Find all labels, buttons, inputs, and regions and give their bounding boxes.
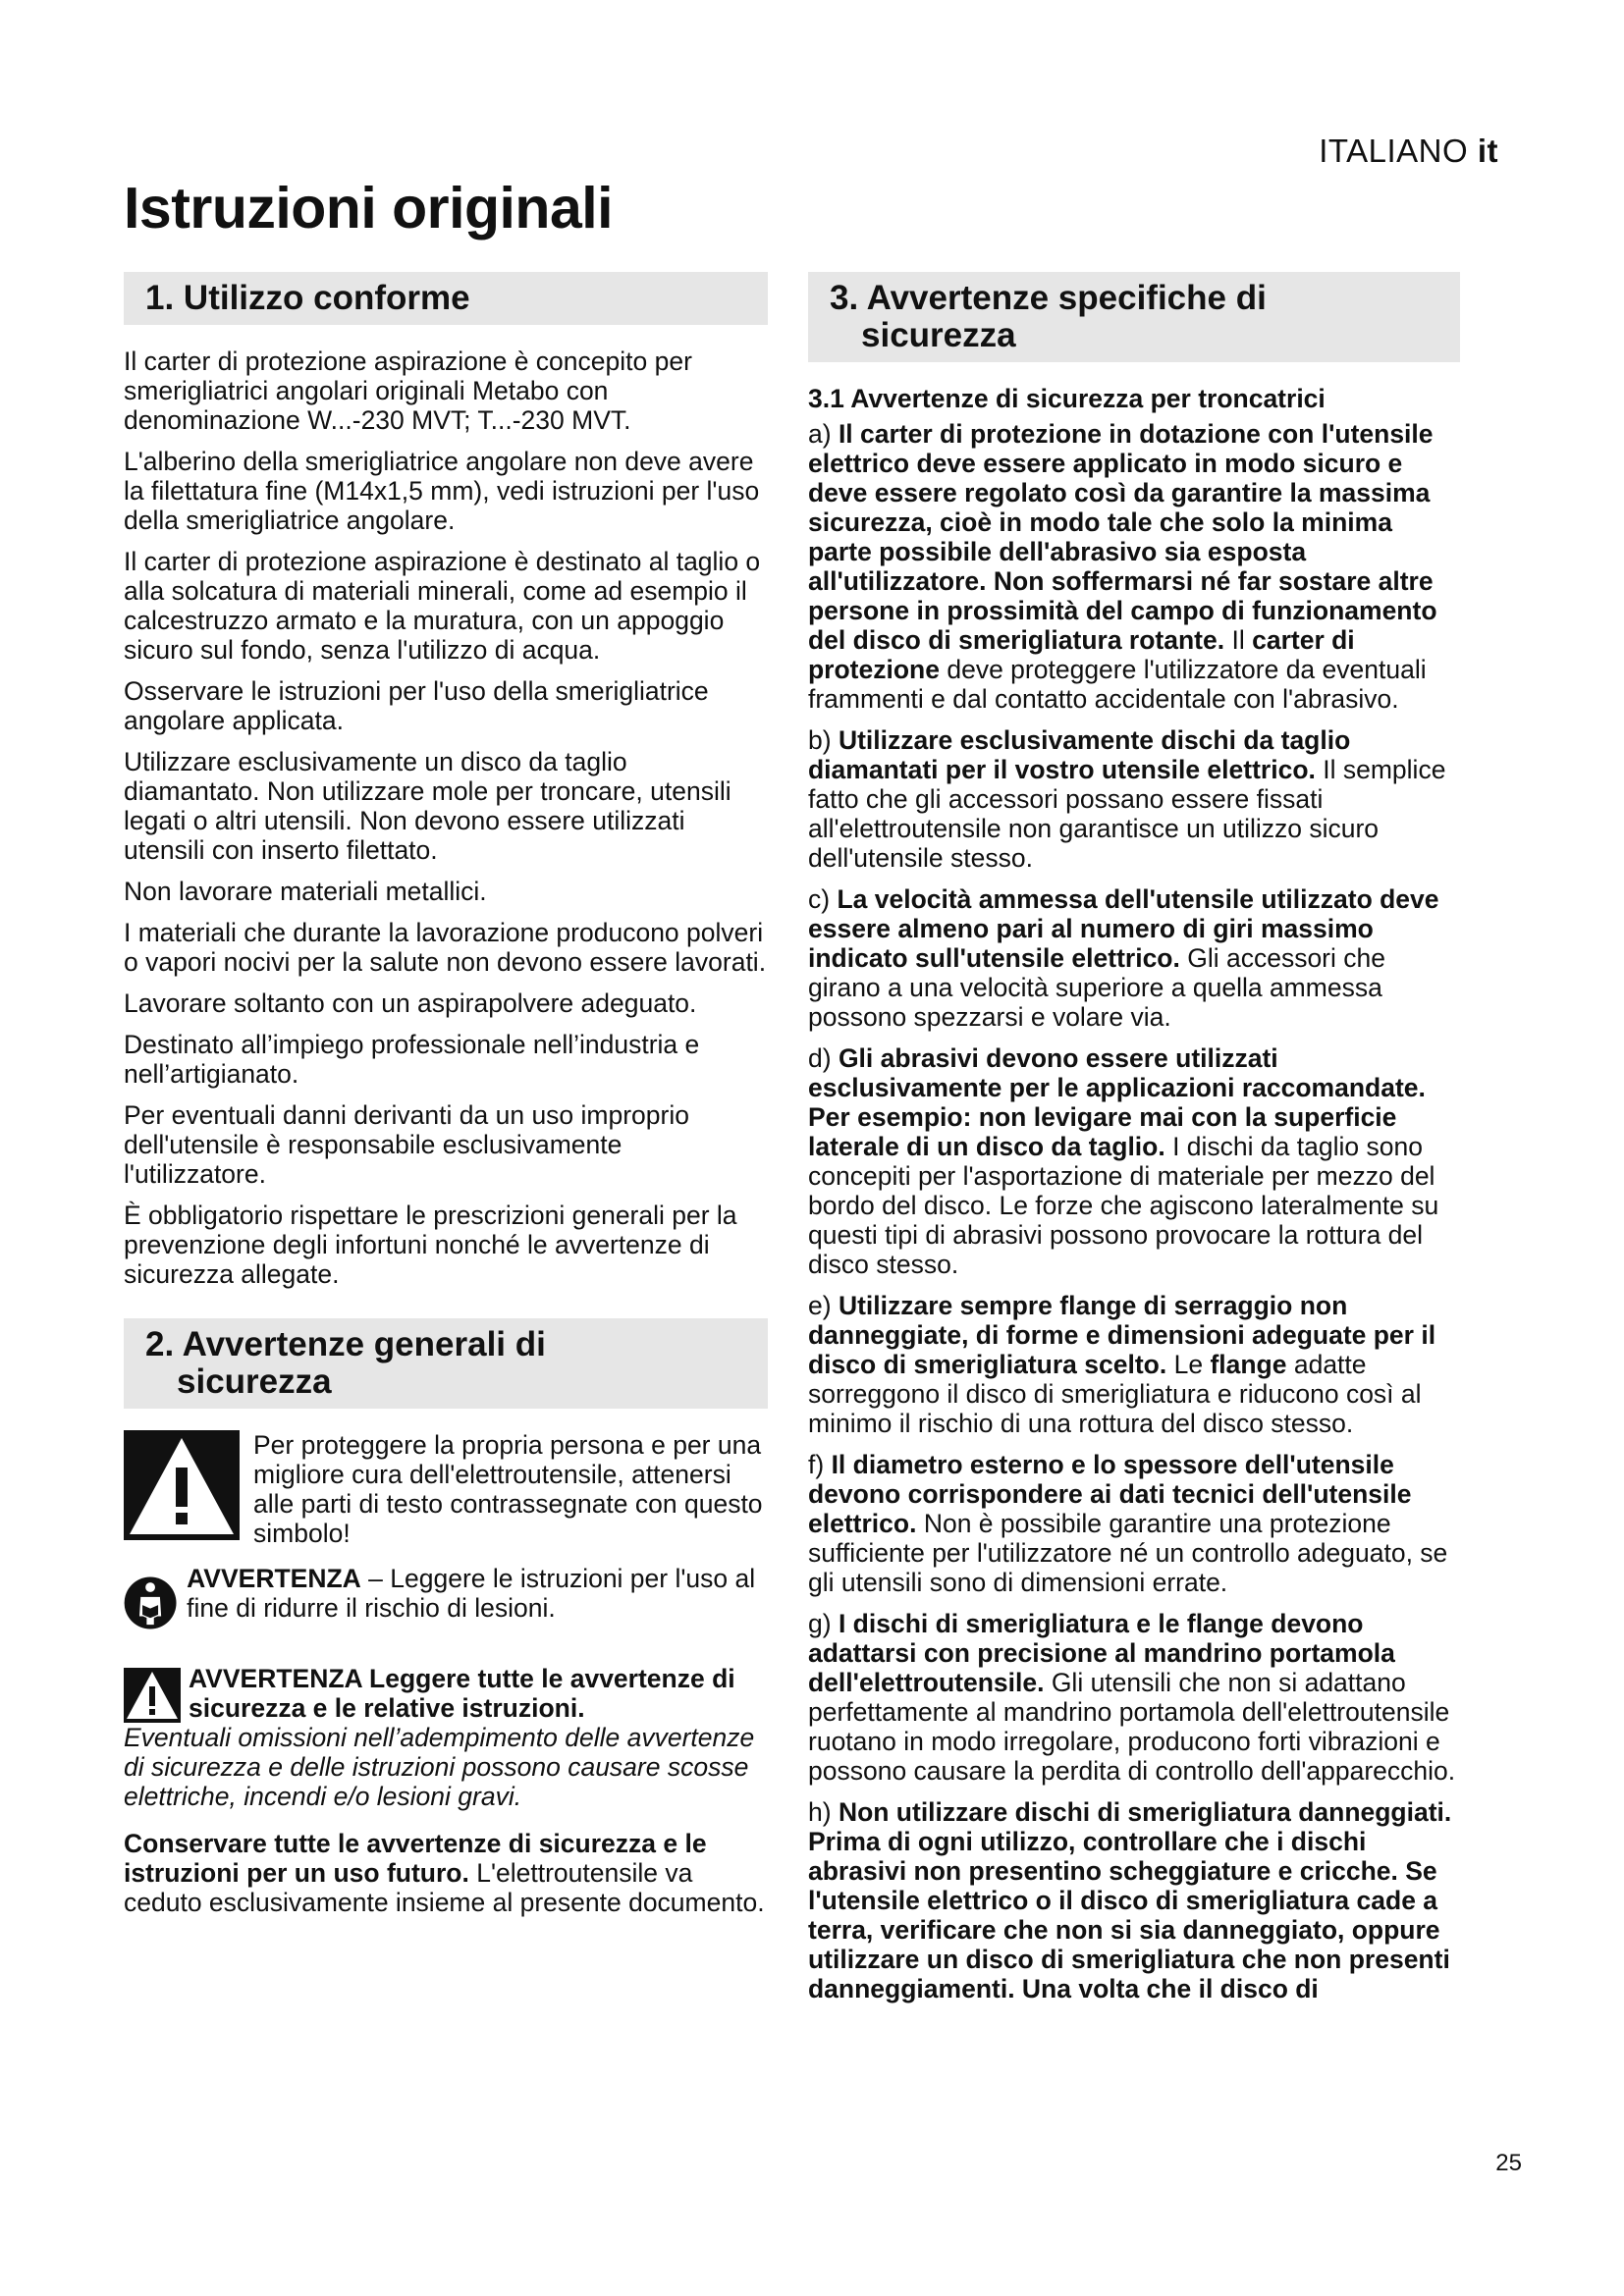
item-text: Gli utensili che non si adattano perfettamente al mandrino portamola dell'elettroutensile ruotano in modo irregolare, producono forti vibrazioni e possono causare la perdita di controllo dell'apparecchio. [808, 1668, 1456, 1786]
section-2-heading-line2: sicurezza [177, 1362, 332, 1401]
safety-item-d [808, 1043, 1460, 1279]
s1-paragraph: È obbligatorio rispettare le prescrizioni generali per la prevenzione degli infortuni nonché le avvertenze di sicurezza allegate. [124, 1201, 737, 1289]
item-bold: Gli abrasivi devono essere utilizzati esclusivamente per le applicazioni raccomandate. Per esempio: non levigare mai con la superficie laterale di un disco da taglio. [808, 1043, 1426, 1161]
keep-instructions-text [124, 1829, 768, 1917]
language-header [1319, 133, 1498, 170]
read-warning-label: AVVERTENZA [187, 1564, 361, 1593]
item-mid: Le [1166, 1350, 1211, 1379]
section-3-heading-line1: 3. Avvertenze specifiche di [830, 279, 1267, 317]
warning-triangle-icon [124, 1430, 240, 1540]
keep-instructions-bold: Conservare tutte le avvertenze di sicurezza e le istruzioni per un uso futuro. [124, 1829, 707, 1888]
language-label: ITALIANO [1319, 133, 1469, 169]
item-text: I dischi da taglio sono concepiti per l'asportazione di materiale per mezzo del bordo del disco. Le forze che agiscono lateralmente su questi tipi di abrasivi possono provocare la rottura del disco stesso. [808, 1132, 1439, 1279]
right-column [808, 272, 1460, 2015]
read-manual-text [187, 1564, 768, 1623]
read-manual-block [124, 1560, 768, 1646]
s1-paragraph: Osservare le istruzioni per l'uso della smerigliatrice angolare applicata. [124, 676, 709, 735]
s1-paragraph: Il carter di protezione aspirazione è destinato al taglio o alla solcatura di materiali minerali, come ad esempio il calcestruzzo armato e la muratura, con un appoggio sicuro sul fondo, senza l'utilizzo di acqua. [124, 547, 761, 665]
left-column [124, 272, 768, 1929]
document-title: Istruzioni originali [124, 176, 614, 240]
item-text: deve proteggere l'utilizzatore da eventuali frammenti e dal contatto accidentale con l'abrasivo. [808, 655, 1427, 714]
item-letter: f) [808, 1450, 832, 1479]
item-letter: a) [808, 419, 839, 449]
section-2-heading [124, 1318, 768, 1409]
item-bold: Il diametro esterno e lo spessore dell'utensile devono corrispondere ai dati tecnici dell'utensile elettrico. [808, 1450, 1412, 1538]
safety-item-g [808, 1609, 1460, 1786]
s1-paragraph: Destinato all’impiego professionale nell’industria e nell’artigianato. [124, 1030, 700, 1089]
s1-paragraph: Il carter di protezione aspirazione è concepito per smerigliatrici angolari originali Metabo con denominazione W...-230 MVT; T...-230 MVT. [124, 347, 692, 435]
section-3-heading [808, 272, 1460, 362]
item-bold: I dischi di smerigliatura e le flange devono adattarsi con precisione al mandrino portamola dell'elettroutensile. [808, 1609, 1395, 1697]
safety-item-f [808, 1450, 1460, 1597]
s1-paragraph: Per eventuali danni derivanti da un uso improprio dell'utensile è responsabile esclusivamente l'utilizzatore. [124, 1100, 689, 1189]
small-warning-triangle-icon [124, 1668, 181, 1723]
language-code: it [1477, 133, 1498, 169]
safety-item-e [808, 1291, 1460, 1438]
s1-paragraph: L'alberino della smerigliatrice angolare non deve avere la filettatura fine (M14x1,5 mm), vedi istruzioni per l'uso della smerigliatrice angolare. [124, 447, 760, 535]
read-warning-text: – Leggere le istruzioni per l'uso al fine di ridurre il rischio di lesioni. [187, 1564, 756, 1623]
item-letter: d) [808, 1043, 839, 1073]
item-letter: e) [808, 1291, 839, 1320]
section-3-heading-line2: sicurezza [861, 316, 1016, 354]
safety-item-a [808, 419, 1460, 714]
item-letter: h) [808, 1797, 839, 1827]
item-bold: Non utilizzare dischi di smerigliatura danneggiati. Prima di ogni utilizzo, controllare che i dischi abrasivi non presentino scheggiature e cricche. Se l'utensile elettrico o il disco di smerigliatura cade a terra, verificare che non si sia danneggiato, oppure utilizzare un disco di smerigliatura che non presenti danneggiamenti. Una volta che il disco di [808, 1797, 1452, 2003]
keep-instructions-rest: L'elettroutensile va ceduto esclusivamente insieme al presente documento. [124, 1858, 765, 1917]
s1-paragraph: Utilizzare esclusivamente un disco da taglio diamantato. Non utilizzare mole per troncare, utensili legati o altri utensili. Non devono essere utilizzati utensili con inserto filettato. [124, 747, 731, 865]
section-2-heading-line1: 2. Avvertenze generali di [145, 1325, 546, 1363]
item-text: Gli accessori che girano a una velocità superiore a quella ammessa possono spezzarsi e volare via. [808, 943, 1385, 1032]
s1-paragraph: Lavorare soltanto con un aspirapolvere adeguato. [124, 988, 697, 1018]
item-bold: Il carter di protezione in dotazione con l'utensile elettrico deve essere applicato in modo sicuro e deve essere regolato così da garantire la massima sicurezza, cioè in modo tale che solo la minima parte possibile dell'abrasivo sia esposta all'utilizzatore. Non soffermarsi né far sostare altre persone in prossimità del campo di funzionamento del disco di smerigliatura rotante. [808, 419, 1437, 655]
item-text: adatte sorreggono il disco di smerigliatura e riducono così al minimo il rischio di una rottura del disco stesso. [808, 1350, 1422, 1438]
section-1-heading: 1. Utilizzo conforme [124, 272, 768, 325]
item-bold2: flange [1210, 1350, 1287, 1379]
general-warning-bold: AVVERTENZA Leggere tutte le avvertenze di sicurezza e le relative istruzioni. [189, 1664, 735, 1723]
item-bold: Utilizzare sempre flange di serraggio non danneggiate, di forme e dimensioni adeguate per il disco di smerigliatura scelto. [808, 1291, 1436, 1379]
item-mid: Il [1224, 625, 1253, 655]
safety-item-b [808, 725, 1460, 873]
item-text: Il semplice fatto che gli accessori possano essere fissati all'elettroutensile non garantisce un utilizzo sicuro dell'utensile stesso. [808, 755, 1446, 873]
subsection-3-1-heading: 3.1 Avvertenze di sicurezza per troncatrici [808, 384, 1326, 413]
s1-paragraph: Non lavorare materiali metallici. [124, 877, 487, 906]
safety-item-h [808, 1797, 1460, 2003]
page-number: 25 [1495, 2150, 1522, 2176]
item-letter: c) [808, 884, 838, 914]
read-manual-icon [124, 1560, 177, 1646]
item-bold: Utilizzare esclusivamente dischi da taglio diamantati per il vostro utensile elettrico. [808, 725, 1351, 784]
item-letter: g) [808, 1609, 839, 1638]
general-warning-italic: Eventuali omissioni nell’adempimento delle avvertenze di sicurezza e delle istruzioni possono causare scosse elettriche, incendi e/o lesioni gravi. [124, 1723, 755, 1811]
s1-paragraph: I materiali che durante la lavorazione producono polveri o vapori nocivi per la salute non devono essere lavorati. [124, 918, 767, 977]
warning-symbol-block [124, 1430, 768, 1548]
item-bold2: carter di protezione [808, 625, 1355, 684]
warning-symbol-text: Per proteggere la propria persona e per una migliore cura dell'elettroutensile, attenersi alle parti di testo contrassegnate con questo simbolo! [253, 1430, 763, 1548]
item-text: Non è possibile garantire una protezione sufficiente per l'utilizzatore né un controllo adeguato, se gli utensili sono di dimensioni errate. [808, 1509, 1448, 1597]
item-bold: La velocità ammessa dell'utensile utilizzato deve essere almeno pari al numero di giri massimo indicato sull'utensile elettrico. [808, 884, 1439, 973]
item-letter: b) [808, 725, 839, 755]
safety-item-c [808, 884, 1460, 1032]
general-warning-block [124, 1664, 768, 1723]
